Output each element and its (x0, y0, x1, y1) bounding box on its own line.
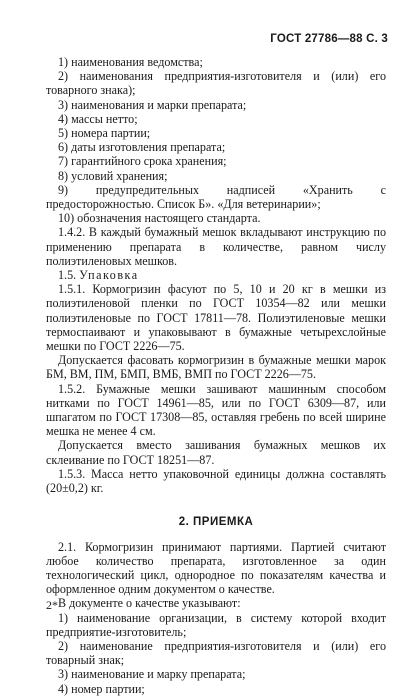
paragraph-1-5-1: 1.5.1. Кормогризин фасуют по 5, 10 и 20 кг в мешки из полиэтиленовой пленки по ГОСТ 10354—82 или мешки полиэтиленовые по ГОСТ 17811—78. Полиэтиленовые мешки термоспаивают и упаковывают в бумажные четырехслойные мешки по ГОСТ 2226—75. (46, 282, 386, 354)
paragraph-2-1: 2.1. Кормогризин принимают партиями. Партией считают любое количество препарата, изготовленное за один технологический цикл, однородное по показателям качества и оформленное одним документом о качестве. (46, 539, 386, 597)
list-item: 1) наименование организации, в систему которой входит предприятие-изготовитель; (46, 610, 386, 639)
page-header: ГОСТ 27786—88 С. 3 (270, 33, 388, 45)
list-item: 1) наименования ведомства; (58, 55, 203, 69)
quality-document-list (46, 611, 386, 696)
section-title: 2. ПРИЕМКА (178, 516, 254, 529)
subsection-number: 1.5. (58, 268, 77, 283)
list-item: 4) массы нетто; (58, 111, 138, 126)
page-footer-mark: 2* (46, 598, 58, 612)
list-item: 6) даты изготовления препарата; (58, 140, 226, 155)
subsection-title: Упаковка (79, 268, 139, 283)
list-item: 3) наименования и марки препарата; (58, 97, 247, 112)
list-item: 3) наименование и марку препарата; (58, 667, 246, 682)
list-item: 5) номера партии; (58, 126, 151, 141)
subsection-heading (46, 268, 386, 282)
paragraph-2-1-intro: В документе о качестве указывают: (58, 596, 241, 611)
paragraph-1-5-3: 1.5.3. Масса нетто упаковочной единицы должна составлять (20±0,2) кг. (46, 466, 386, 496)
list-item: 2) наименование предприятия-изготовителя и (или) его товарный знак; (46, 638, 386, 668)
list-item: 10) обозначения настоящего стандарта. (58, 211, 261, 226)
paragraph-1-5-1-note: Допускается фасовать кормогризин в бумажные мешки марок БМ, ВМ, ПМ, БМП, ВМБ, ВМП по ГОСТ 2226—75. (46, 353, 386, 382)
paragraph-1-5-2: 1.5.2. Бумажные мешки зашивают машинным способом нитками по ГОСТ 14961—85, или по ГОСТ 6309—87, или шпагатом по ГОСТ 17308—85, оставляя гребень по всей ширине мешка не менее 4 см. (46, 381, 386, 439)
list-item: 7) гарантийного срока хранения; (58, 154, 227, 169)
list-item: 4) номер партии; (58, 681, 145, 696)
paragraph-1-5-2-note: Допускается вместо зашивания бумажных мешков их склеивание по ГОСТ 18251—87. (46, 438, 386, 467)
list-item: 8) условий хранения; (58, 168, 168, 183)
list-item: 2) наименования предприятия-изготовителя и (или) его товарного знака); (46, 69, 386, 98)
document-body (46, 55, 386, 696)
list-item: 9) предупредительных надписей «Хранить с предосторожностью. Список Б». «Для ветеринарии»; (46, 182, 386, 212)
paragraph-1-4-2: 1.4.2. В каждый бумажный мешок вкладывают инструкцию по применению препарата в количестве, равном числу полиэтиленовых мешков. (46, 225, 386, 268)
marking-list (46, 55, 386, 225)
